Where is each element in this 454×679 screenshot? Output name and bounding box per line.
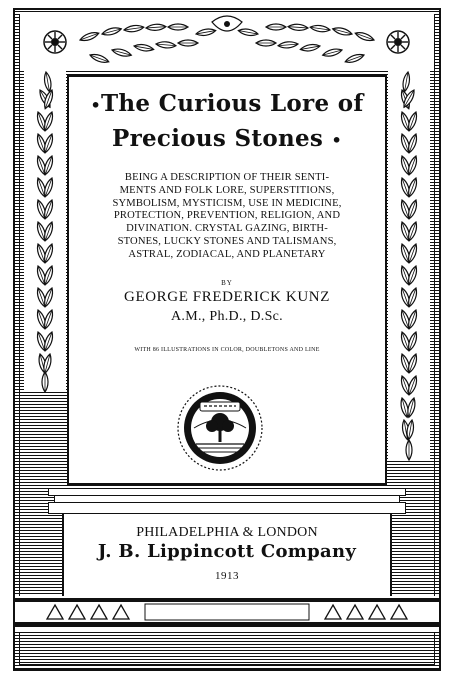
pedestal-cornice [48, 488, 406, 514]
publisher-seal-icon [174, 382, 266, 474]
title-ornament-right: • [331, 130, 343, 149]
description-line: ASTRAL, ZODIACAL, AND PLANETARY [128, 248, 326, 260]
publisher-city: PHILADELPHIA & LONDON [136, 525, 318, 540]
by-label: BY [221, 279, 233, 287]
description-line: SYMBOLISM, MYSTICISM, USE IN MEDICINE, [112, 197, 342, 209]
description-line: STONES, LUCKY STONES AND TALISMANS, [117, 235, 337, 247]
subtitle-description [88, 172, 366, 262]
description-line: DIVINATION. CRYSTAL GAZING, BIRTH- [126, 223, 328, 235]
publisher-name: J. B. Lippincott Company [97, 541, 357, 562]
title-line-1: The Curious Lore of [100, 90, 364, 117]
publication-year: 1913 [215, 570, 239, 582]
rosette-icon-right [387, 31, 409, 53]
book-title [72, 87, 382, 156]
description-line: MENTS AND FOLK LORE, SUPERSTITIONS, [119, 184, 335, 196]
author-degrees: A.M., Ph.D., D.Sc. [171, 309, 283, 324]
illustrations-note: WITH 86 ILLUSTRATIONS IN COLOR, DOUBLETONS AND LINE [134, 347, 320, 353]
triangle-frieze [15, 596, 439, 632]
title-ornament-left: • [90, 95, 101, 115]
title-line-2: Precious Stones [111, 124, 324, 152]
author-name: GEORGE FREDERICK KUNZ [124, 289, 330, 305]
rosette-icon-left [44, 31, 66, 53]
description-line: PROTECTION, PREVENTION, RELIGION, AND [113, 210, 341, 222]
description-line: BEING A DESCRIPTION OF THEIR SENTI- [124, 172, 330, 183]
